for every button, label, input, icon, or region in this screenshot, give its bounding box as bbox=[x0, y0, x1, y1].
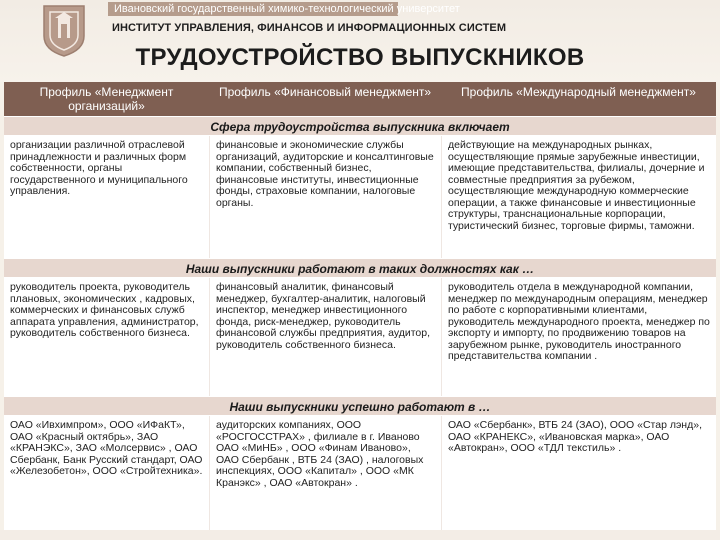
section-heading-positions: Наши выпускники работают в таких должностях как … bbox=[4, 258, 716, 278]
profile-financial-management: Профиль «Финансовый менеджмент» bbox=[218, 85, 432, 99]
page-title: ТРУДОУСТРОЙСТВО ВЫПУСКНИКОВ bbox=[135, 44, 585, 71]
table-cell: руководитель проекта, руководитель плановых, экономических , кадровых, коммерческих и финансовых служб аппарата управления, администратор, руководитель собственного бизнеса. bbox=[10, 281, 199, 339]
table-row bbox=[4, 416, 716, 534]
profile-header-row bbox=[4, 82, 716, 116]
table-row bbox=[4, 278, 716, 396]
header-band bbox=[0, 0, 720, 82]
table-cell: финансовый аналитик, финансовый менеджер, бухгалтер-аналитик, налоговый инспектор, менеджер инвестиционного фонда, риск-менеджер, руководитель финансовой службы предприятия, аудитор, руководитель собственного бизнеса. bbox=[209, 278, 441, 396]
institute-name: ИНСТИТУТ УПРАВЛЕНИЯ, ФИНАНСОВ И ИНФОРМАЦИОННЫХ СИСТЕМ bbox=[112, 22, 507, 34]
profile-international-management: Профиль «Международный менеджмент» bbox=[461, 85, 696, 99]
table-row bbox=[4, 136, 716, 258]
table-cell: руководитель отдела в международной компании, менеджер по международным операциям, менеджер по работе с корпоративными клиентами, руководитель международного проекта, менеджер по экспорту и импорту, по продвижению товаров на зарубежном рынке, руководитель иностранного представительства компании . bbox=[441, 278, 716, 396]
table-cell: финансовые и экономические службы организаций, аудиторские и консалтинговые компании, собственный бизнес, финансовые институты, инвестиционные фонды, страховые компании, налоговые органы. bbox=[209, 136, 441, 258]
bottom-bar bbox=[0, 530, 720, 540]
table-cell: организации различной отраслевой принадлежности и различных форм собственности, органы государственного и муниципального управления. bbox=[10, 139, 188, 197]
table-cell: действующие на международных рынках, осуществляющие прямые зарубежные инвестиции, имеющие представительства, филиалы, дочерние и совместные предприятия за рубежом, осуществляющие международную коммерческие операции, а также финансовые и инвестиционные структуры, транснациональные корпорации, туристический бизнес, торговые фирмы, таможни. bbox=[441, 136, 716, 258]
table-cell: ОАО «Ивхимпром», ООО «ИФаКТ», ОАО «Красный октябрь», ЗАО «КРАНЭКС», ЗАО «Молсервис» , ОАО Сбербанк, Банк Русский стандарт, ОАО «Железобетон», ООО «Стройтехника». bbox=[10, 419, 203, 477]
section-heading-employment-sphere: Сфера трудоустройства выпускника включает bbox=[4, 116, 716, 136]
university-name: Ивановский государственный химико-технологический университет bbox=[108, 2, 398, 16]
table-cell: аудиторских компаниях, ООО «РОСГОССТРАХ» , филиале в г. Иваново ОАО «МиНБ» , ООО «Финам Иваново», ОАО Сбербанк , ВТБ 24 (ЗАО) , налоговых инспекциях, ООО «Капитал» , ООО «МК Кранэкс» , ОАО «Автокран» . bbox=[209, 416, 441, 534]
section-heading-employers: Наши выпускники успешно работают в … bbox=[4, 396, 716, 416]
employment-table bbox=[4, 82, 716, 534]
profile-management: Профиль «Менеджмент организаций» bbox=[39, 85, 174, 113]
table-cell: ОАО «Сбербанк», ВТБ 24 (ЗАО), ООО «Стар лэнд», ОАО «КРАНЕКС», «Ивановская марка», ОАО «Автокран», ООО «ТДЛ текстиль» . bbox=[441, 416, 716, 534]
